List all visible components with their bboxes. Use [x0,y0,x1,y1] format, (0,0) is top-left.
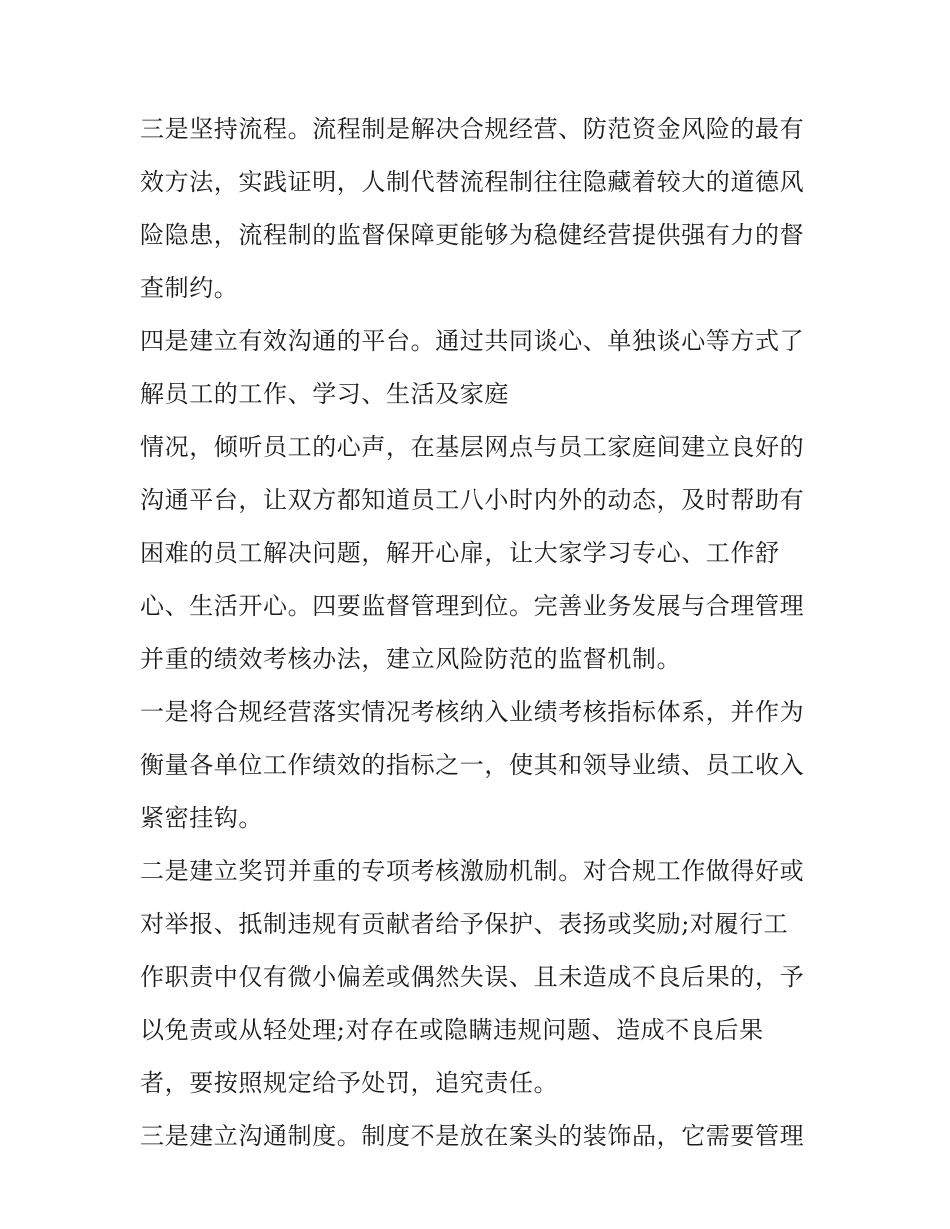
text-line: 者，要按照规定给予处罚，追究责任。 [140,1069,559,1097]
text-line: 心、生活开心。四要监督管理到位。完善业务发展与合理管理 [140,592,805,620]
text-line: 沟通平台，让双方都知道员工八小时内外的动态，及时帮助有 [140,486,805,514]
text-line: 衡量各单位工作绩效的指标之一，使其和领导业绩、员工收入 [140,751,805,779]
document-body [140,103,820,1163]
text-line: 一是将合规经营落实情况考核纳入业绩考核指标体系，并作为 [140,698,805,726]
text-line: 三是建立沟通制度。制度不是放在案头的装饰品，它需要管理 [140,1122,805,1150]
text-line: 三是坚持流程。流程制是解决合规经营、防范资金风险的最有 [140,115,805,143]
text-line: 四是建立有效沟通的平台。通过共同谈心、单独谈心等方式了 [140,327,805,355]
text-line: 二是建立奖罚并重的专项考核激励机制。对合规工作做得好或 [140,857,805,885]
text-line: 情况，倾听员工的心声，在基层网点与员工家庭间建立良好的 [140,433,805,461]
text-line: 解员工的工作、学习、生活及家庭 [140,380,509,408]
text-line: 查制约。 [140,274,239,302]
text-line: 对举报、抵制违规有贡献者给予保护、表扬或奖励;对履行工 [140,910,789,938]
text-line: 险隐患，流程制的监督保障更能够为稳健经营提供强有力的督 [140,221,805,249]
text-line: 并重的绩效考核办法，建立风险防范的监督机制。 [140,645,682,673]
text-line: 作职责中仅有微小偏差或偶然失误、且未造成不良后果的，予 [140,963,805,991]
text-line: 紧密挂钩。 [140,804,263,832]
text-line: 以免责或从轻处理;对存在或隐瞒违规问题、造成不良后果 [140,1016,764,1044]
text-line: 困难的员工解决问题，解开心扉，让大家学习专心、工作舒 [140,539,780,567]
text-line: 效方法，实践证明，人制代替流程制往往隐藏着较大的道德风 [140,168,805,196]
